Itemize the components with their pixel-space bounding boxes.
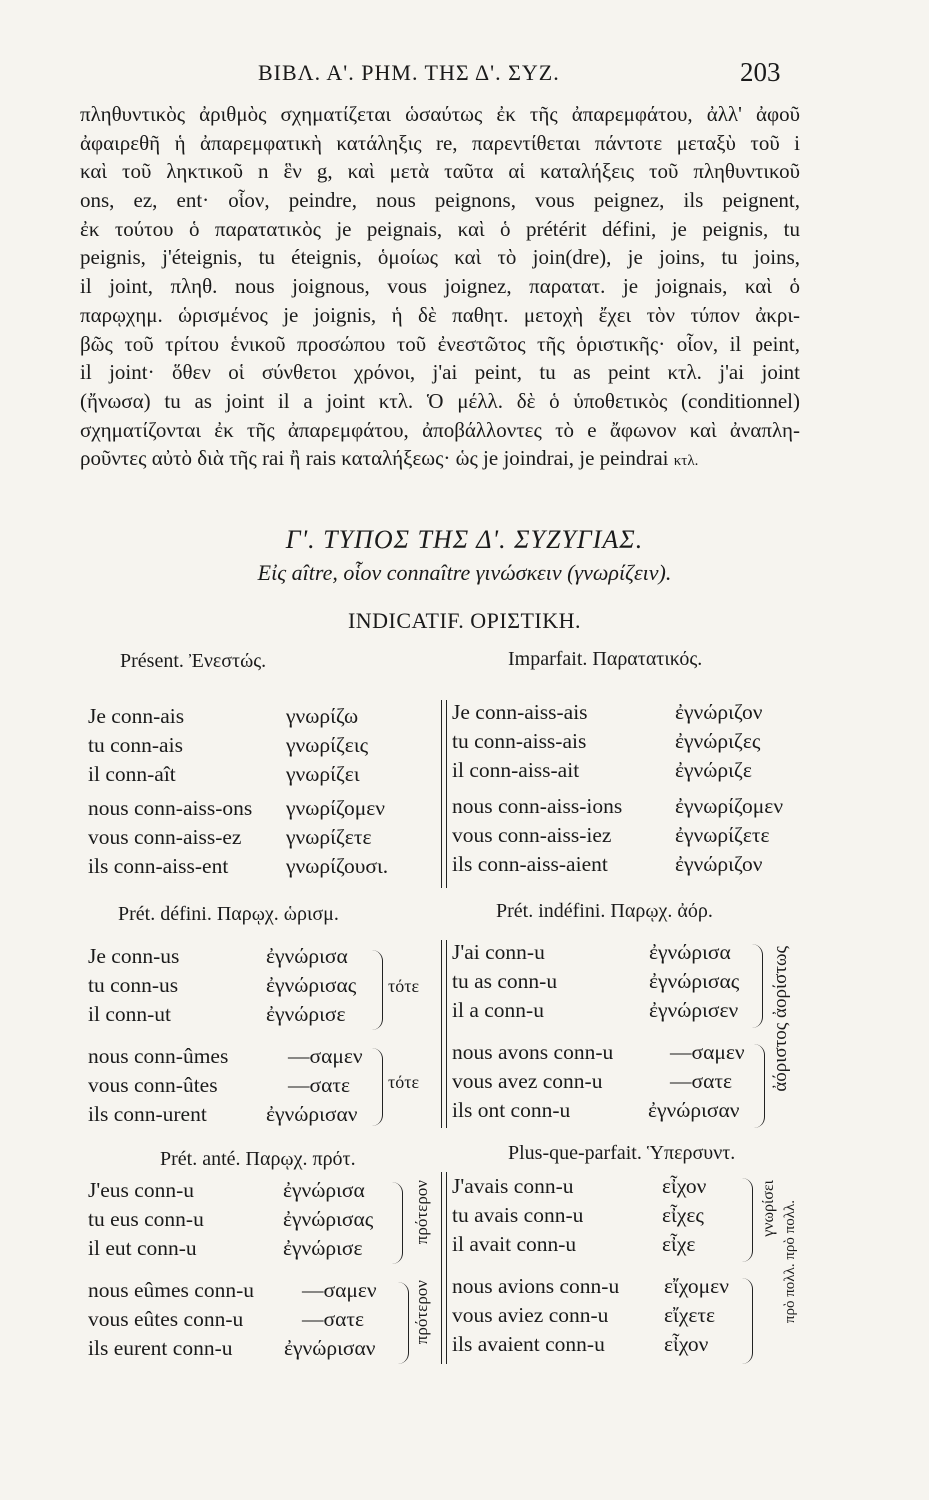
vertical-note: πρότερον (412, 1180, 431, 1245)
tense-title-pret-anterieur: Prét. anté. Παρῳχ. πρότ. (160, 1148, 356, 1170)
tense-title-plus-que-parfait: Plus-que-parfait. Ὑπερσυντ. (508, 1142, 736, 1164)
greek-form: ἐγνώρισαν (648, 1098, 740, 1122)
present-plural (88, 794, 440, 881)
greek-form: εἶχε (662, 1232, 696, 1256)
ligature-mark: κτλ. (673, 453, 699, 470)
greek-form: ἐγνώριζες (675, 729, 761, 753)
french-form: tu eus conn-u (88, 1207, 204, 1231)
french-form: vous conn-aiss-iez (452, 823, 612, 847)
body-line-text: ροῦντες αὐτὸ διὰ τῆς rai ἢ rais καταλήξεως· ὡς je joindrai, je peindrai (80, 446, 669, 471)
tense-title-pret-indefini: Prét. indéfini. Παρῳχ. ἀόρ. (496, 900, 713, 922)
greek-form: ἐγνώρισας (283, 1207, 374, 1231)
conjugation-row (88, 731, 440, 760)
body-line: βῶς τοῦ τρίτου ἑνικοῦ προσώπου τοῦ ἐνεστῶτος τῆς ὁριστικῆς· οἷον, il peint, (80, 331, 800, 356)
section-heading: Γ'. ΤΥΠΟΣ ΤΗΣ Δ'. ΣΥΖΥΓΙΑΣ. (285, 525, 644, 554)
body-line: il joint· ὅθεν οἱ σύνθετοι χρόνοι, j'ai peint, tu as peint κτλ. j'ai joint (80, 360, 800, 385)
page-number: 203 (740, 57, 781, 87)
french-form: ils avaient conn-u (452, 1332, 605, 1356)
column-divider (441, 940, 447, 1128)
vertical-note: πρότερον (412, 1280, 431, 1345)
french-form: tu avais conn-u (452, 1203, 584, 1227)
french-form: il conn-aiss-ait (452, 758, 580, 782)
french-form: Je conn-ais (88, 704, 185, 728)
body-line: πληθυντικὸς ἀριθμὸς σχηματίζεται ὡσαύτως ἐκ τῆς ἀπαρεμφάτου, ἀλλ' ἀφοῦ (80, 102, 800, 126)
greek-form: —σατε (302, 1307, 365, 1331)
tense-title-pret-defini: Prét. défini. Παρῳχ. ὡρισμ. (118, 903, 339, 925)
conjugation-row (452, 1038, 802, 1067)
brace (372, 950, 383, 1030)
conjugation-row (88, 1334, 440, 1363)
greek-form: ἐγνώριζον (675, 852, 763, 876)
french-form: ils conn-urent (88, 1102, 207, 1126)
body-line: ἐκ τούτου ὁ παρατατικὸς je peignais, καὶ ὁ prétérit défini, je peignis, tu (80, 216, 800, 241)
french-form: nous conn-aiss-ons (88, 796, 253, 820)
french-form: J'eus conn-u (88, 1178, 194, 1202)
greek-form: εἴχετε (664, 1303, 716, 1327)
french-form: nous conn-ûmes (88, 1044, 229, 1068)
tense-title-present: Présent. Ἐνεστώς. (120, 650, 267, 672)
conjugation-row (88, 1100, 440, 1129)
greek-form: εἶχες (662, 1203, 704, 1227)
conjugation-row (88, 942, 440, 971)
french-form: il conn-aît (88, 762, 176, 786)
french-form: tu as conn-u (452, 969, 558, 993)
brace (752, 944, 763, 1028)
greek-form: εἴχομεν (664, 1274, 729, 1298)
greek-form: ἐγνώρισα (266, 944, 348, 968)
pret-anterieur-plural (88, 1276, 440, 1363)
french-form: vous conn-ûtes (88, 1073, 218, 1097)
greek-form: ἐγνώρισα (283, 1178, 365, 1202)
conjugation-row (452, 1096, 802, 1125)
french-form: ils conn-aiss-aient (452, 852, 608, 876)
pret-indefini-plural (452, 1038, 802, 1125)
greek-form: γνωρίζω (286, 704, 359, 728)
tense-title-imparfait: Imparfait. Παρατατικός. (508, 648, 703, 670)
brace (742, 1278, 753, 1364)
vertical-note: γνωρίσει (760, 1180, 777, 1237)
body-line: (ἤνωσα) tu as joint il a joint κτλ. Ὁ μέλλ. δὲ ὁ ὑποθετικὸς (conditionnel) (80, 388, 800, 413)
body-line: peignis, j'éteignis, tu éteignis, ὁμοίως καὶ τὸ join(dre), je joins, tu joins, (80, 245, 800, 270)
greek-form: ἐγνώρισας (266, 973, 357, 997)
conjugation-row (88, 852, 440, 881)
greek-form: ἐγνώρισε (283, 1236, 363, 1260)
body-paragraph (80, 100, 800, 473)
french-form: vous conn-aiss-ez (88, 825, 242, 849)
imparfait-plural (452, 792, 802, 879)
greek-form: εἶχον (664, 1332, 709, 1356)
greek-form: γνωρίζομεν (286, 796, 386, 820)
greek-form: ἐγνωρίζετε (675, 823, 770, 847)
french-form: nous conn-aiss-ions (452, 794, 623, 818)
conjugation-row (452, 698, 802, 727)
imparfait-singular (452, 698, 802, 785)
greek-form: γνωρίζει (286, 762, 360, 786)
conjugation-row (452, 821, 802, 850)
conjugation-row (88, 702, 440, 731)
greek-form: ἐγνώρισα (649, 940, 731, 964)
conjugation-row (452, 850, 802, 879)
brace (372, 1048, 383, 1126)
vertical-note: ἀόριστος ἀορίστως (770, 946, 791, 1092)
french-form: il eut conn-u (88, 1236, 197, 1260)
brace (754, 1044, 765, 1128)
conjugation-row (452, 756, 802, 785)
french-form: il avait conn-u (452, 1232, 577, 1256)
greek-form: ἐγνώρισας (649, 969, 740, 993)
french-form: J'avais conn-u (452, 1174, 574, 1198)
conjugation-row (452, 792, 802, 821)
french-form: il conn-ut (88, 1002, 171, 1026)
conjugation-row (88, 760, 440, 789)
body-line: ἀφαιρεθῆ ἡ ἀπαρεμφατικὴ κατάληξις re, παρεντίθεται πάντοτε μεταξὺ τοῦ i (80, 130, 800, 155)
french-form: J'ai conn-u (452, 940, 545, 964)
conjugation-row (88, 1276, 440, 1305)
french-form: Je conn-us (88, 944, 180, 968)
brace (742, 1178, 753, 1262)
brace (392, 1182, 403, 1264)
french-form: nous avons conn-u (452, 1040, 614, 1064)
brace (398, 1282, 409, 1364)
column-divider (441, 1172, 447, 1364)
pret-indefini-singular (452, 938, 802, 1025)
conjugation-row (452, 967, 802, 996)
brace-note: τότε (388, 976, 420, 996)
greek-form: εἶχον (662, 1174, 707, 1198)
french-form: tu conn-ais (88, 733, 183, 757)
column-divider (441, 700, 447, 888)
french-form: vous aviez conn-u (452, 1303, 609, 1327)
greek-form: γνωρίζεις (286, 733, 369, 757)
conjugation-row (88, 1234, 440, 1263)
greek-form: ἐγνώρισαν (266, 1102, 358, 1126)
greek-form: ἐγνώριζον (675, 700, 763, 724)
body-line: σχηματίζονται ἐκ τῆς ἀπαρεμφάτου, ἀποβάλλοντες τὸ e ἄφωνον καὶ ἀναπλη- (80, 417, 800, 442)
french-form: tu conn-us (88, 973, 179, 997)
section-subtitle: Εἰς aître, οἷον connaître γινώσκειν (γνωρίζειν). (257, 560, 672, 585)
conjugation-row (88, 1176, 440, 1205)
body-line: il joint, πληθ. nous joignous, vous joignez, παρατατ. je joignais, καὶ ὁ (80, 274, 800, 299)
conjugation-row (452, 996, 802, 1025)
greek-form: ἐγνωρίζομεν (675, 794, 784, 818)
french-form: ils conn-aiss-ent (88, 854, 229, 878)
greek-form: ἐγνώρισεν (649, 998, 739, 1022)
french-form: vous avez conn-u (452, 1069, 603, 1093)
french-form: Je conn-aiss-ais (452, 700, 588, 724)
conjugation-row (88, 1205, 440, 1234)
greek-form: ἐγνώριζε (675, 758, 752, 782)
french-form: ils eurent conn-u (88, 1336, 233, 1360)
greek-form: —σατε (288, 1073, 351, 1097)
greek-form: —σαμεν (288, 1044, 363, 1068)
french-form: tu conn-aiss-ais (452, 729, 587, 753)
body-line: ons, ez, ent· οἷον, peindre, nous peignons, vous peignez, ils peignent, (80, 188, 800, 213)
body-line-last (80, 444, 800, 473)
conjugation-row (88, 823, 440, 852)
conjugation-row (452, 727, 802, 756)
french-form: ils ont conn-u (452, 1098, 571, 1122)
body-line: καὶ τοῦ ληκτικοῦ n ἓν g, καὶ μετὰ ταῦτα αἱ καταλήξεις τοῦ πληθυντικοῦ (80, 159, 800, 184)
vertical-note: πρὸ πολλ. πρὸ πολλ. (782, 1200, 798, 1324)
body-line: παρῳχημ. ὡρισμένος je joignis, ἡ δὲ παθητ. μετοχὴ ἔχει τὸν τύπον ἀκρι- (80, 302, 800, 327)
mood-heading: INDICATIF. ΟΡΙΣΤΙΚΗ. (347, 608, 582, 633)
conjugation-row (452, 938, 802, 967)
present-singular (88, 702, 440, 789)
french-form: nous eûmes conn-u (88, 1278, 254, 1302)
conjugation-row (88, 794, 440, 823)
greek-form: ἐγνώρισε (266, 1002, 346, 1026)
greek-form: —σατε (670, 1069, 733, 1093)
pret-anterieur-singular (88, 1176, 440, 1263)
greek-form: γνωρίζουσι. (286, 854, 389, 878)
greek-form: ἐγνώρισαν (284, 1336, 376, 1360)
greek-form: —σαμεν (670, 1040, 745, 1064)
greek-form: —σαμεν (302, 1278, 377, 1302)
french-form: vous eûtes conn-u (88, 1307, 244, 1331)
greek-form: γνωρίζετε (286, 825, 372, 849)
french-form: nous avions conn-u (452, 1274, 620, 1298)
running-title: ΒΙΒΛ. Α'. ΡΗΜ. ΤΗΣ Δ'. ΣΥΖ. (258, 60, 560, 85)
conjugation-row (88, 1305, 440, 1334)
conjugation-row (88, 1042, 440, 1071)
conjugation-row (88, 1000, 440, 1029)
french-form: il a conn-u (452, 998, 544, 1022)
brace-note: τότε (388, 1072, 420, 1092)
conjugation-row (452, 1067, 802, 1096)
